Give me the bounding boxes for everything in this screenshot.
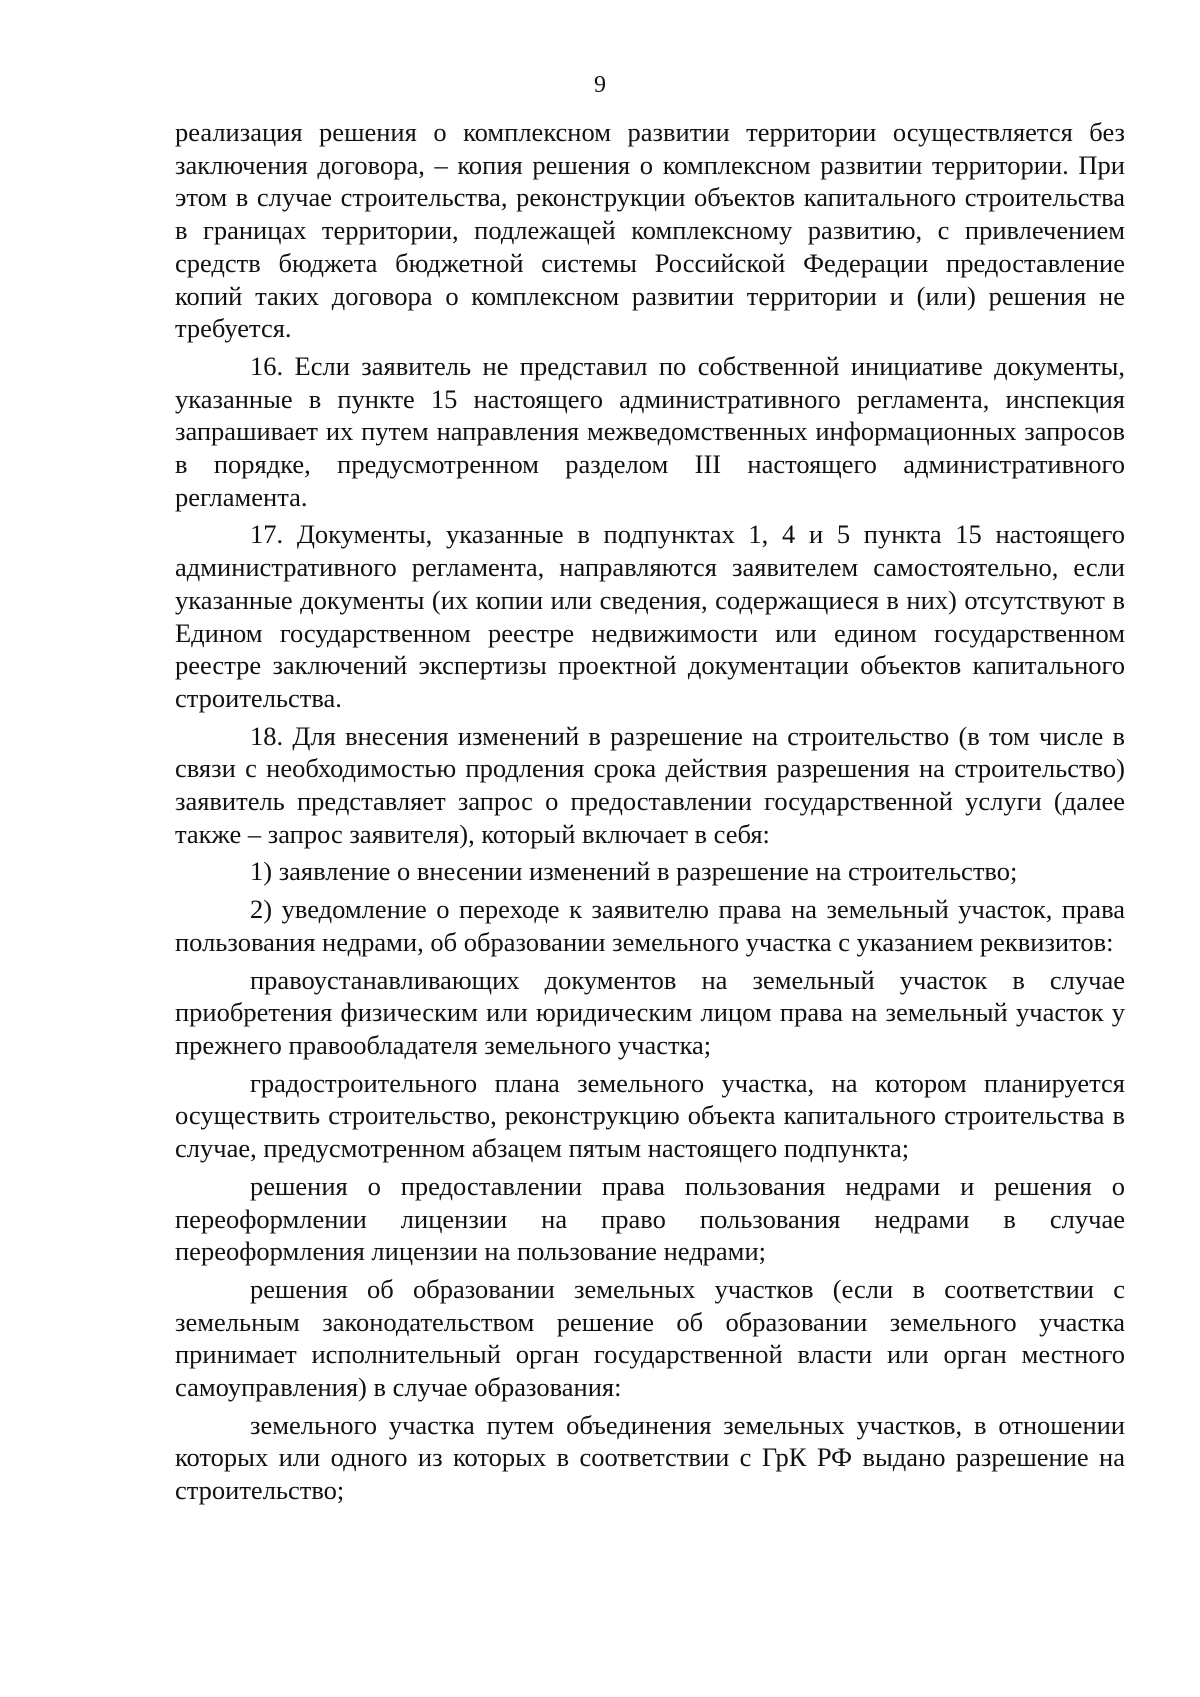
land-merger-case: земельного участка путем объединения земельных участков, в отношении которых или одного из которых в соответствии с ГрК РФ выдано разрешение на строительство; bbox=[175, 1409, 1125, 1506]
subitem-2: 2) уведомление о переходе к заявителю права на земельный участок, права пользования недрами, об образовании земельного участка с указанием реквизитов: bbox=[175, 894, 1125, 957]
requisites-title-documents: правоустанавливающих документов на земельный участок в случае приобретения физическим или юридическим лицом права на земельный участок у прежнего правообладателя земельного участка; bbox=[175, 964, 1125, 1060]
paragraph-item-18: 18. Для внесения изменений в разрешение на строительство (в том числе в связи с необходимостью продления срока действия разрешения на строительство) заявитель представляет запрос о предоставлении государственной услуги (далее также – запрос заявителя), который включает в себя: bbox=[175, 720, 1125, 849]
paragraph-item-16: 16. Если заявитель не представил по собственной инициативе документы, указанные в пункте 15 настоящего административного регламента, инспекция запрашивает их путем направления межведомственных информационных запросов в порядке, предусмотренном разделом III настоящего административного регламента. bbox=[175, 350, 1125, 512]
page-number: 9 bbox=[594, 72, 606, 98]
document-body bbox=[175, 116, 1125, 1507]
paragraph-continuation: реализация решения о комплексном развитии территории осуществляется без заключения договора, – копия решения о комплексном развитии территории. При этом в случае строительства, реконструкции объектов капитального строительства в границах территории, подлежащей комплексному развитию, с привлечением средств бюджета бюджетной системы Российской Федерации предоставление копий таких договора о комплексном развитии территории и (или) решения не требуется. bbox=[175, 117, 1125, 344]
paragraph-item-17: 17. Документы, указанные в подпунктах 1, 4 и 5 пункта 15 настоящего административного регламента, направляются заявителем самостоятельно, если указанные документы (их копии или сведения, содержащиеся в них) отсутствуют в Едином государственном реестре недвижимости или едином государственном реестре заключений экспертизы проектной документации объектов капитального строительства. bbox=[175, 519, 1125, 713]
requisites-subsoil-decision: решения о предоставлении права пользования недрами и решения о переоформлении лицензии на право пользования недрами в случае переоформления лицензии на пользование недрами; bbox=[175, 1170, 1125, 1267]
requisites-land-formation: решения об образовании земельных участков (если в соответствии с земельным законодательством решение об образовании земельного участка принимает исполнительный орган государственной власти или орган местного самоуправления) в случае образования: bbox=[175, 1273, 1125, 1403]
subitem-1: 1) заявление о внесении изменений в разрешение на строительство; bbox=[250, 856, 1018, 887]
requisites-town-plan: градостроительного плана земельного участка, на котором планируется осуществить строительство, реконструкцию объекта капитального строительства в случае, предусмотренном абзацем пятым настоящего подпункта; bbox=[175, 1067, 1125, 1164]
